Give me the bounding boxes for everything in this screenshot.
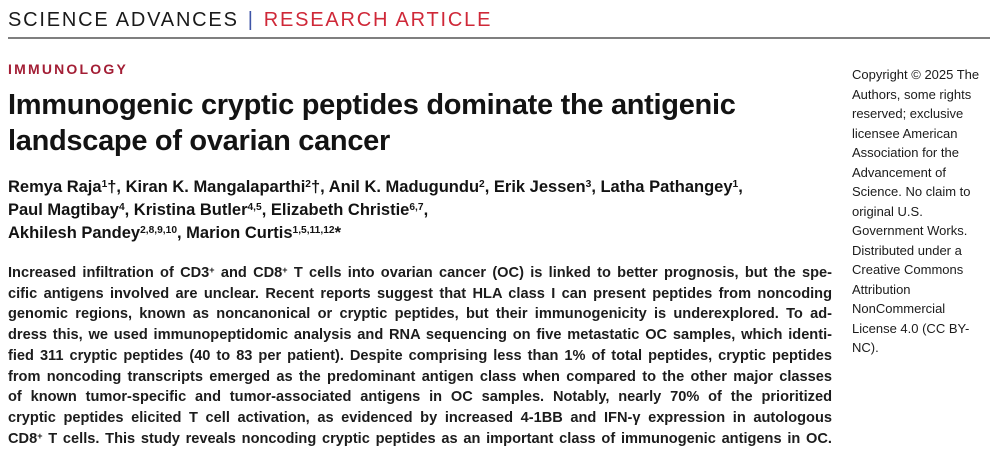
author-line: Akhilesh Pandey$^{2,8,9,10}$, Marion Curtis$^{1,5,11,12}$*: [8, 224, 341, 242]
main-column: [8, 61, 832, 449]
abstract-line: dress this, we used immunopeptidomic analysis and RNA sequencing on five metastatic OC samples, which identi-: [8, 327, 832, 344]
section-label: IMMUNOLOGY: [8, 61, 128, 77]
abstract-line: fied 311 cryptic peptides (40 to 83 per patient). Despite comprising less than 1% of total peptides, cryptic peptides: [8, 347, 832, 364]
article-type-label: RESEARCH ARTICLE: [263, 9, 493, 31]
copyright-notice: Copyright © 2025 The Authors, some rights reserved; exclusive licensee American Association for the Advancement of Science. No claim to original U.S. Government Works. Distributed under a Creative Commons Attribution NonCommercial License 4.0 (CC BY-NC).: [852, 67, 980, 355]
masthead-text: [8, 8, 990, 32]
author-line: Paul Magtibay$^4$, Kristina Butler$^{4,5}$, Elizabeth Christie$^{6,7}$,: [8, 201, 429, 219]
author-list: [8, 176, 832, 245]
abstract-line: of known tumor-specific and tumor-associated antigens in OC samples. Notably, nearly 70% of the prioritized: [8, 389, 832, 406]
abstract-line: from noncoding transcripts emerged as the predominant antigen class when compared to the other major classes: [8, 368, 832, 385]
abstract-line: CD8+ T cells. This study reveals noncoding cryptic peptides as an important class of immunogenic antigens in OC.: [8, 430, 832, 447]
masthead-separator-bar: |: [247, 9, 255, 31]
abstract-line: cific antigens involved are unclear. Recent reports suggest that HLA class I can present peptides from noncoding: [8, 285, 832, 302]
content-area: [8, 61, 990, 449]
abstract-line: cryptic peptides elicited T cell activation, as evidenced by increased 4-1BB and IFN-γ expression in autologous: [8, 409, 832, 426]
masthead-rule: [8, 37, 990, 39]
abstract-line: Increased infiltration of CD3+ and CD8+ T cells into ovarian cancer (OC) is linked to better prognosis, but the spe-: [8, 264, 832, 281]
abstract-line: genomic regions, known as noncanonical or cryptic peptides, but their immunogenicity is underexplored. To ad-: [8, 306, 832, 323]
article-page: [8, 8, 990, 449]
author-line: Remya Raja$^1$†, Kiran K. Mangalaparthi$^2$†, Anil K. Madugundu$^2$, Erik Jessen$^3$, Latha Pathangey$^1$,: [8, 178, 743, 196]
masthead: [8, 8, 990, 39]
article-title: [8, 87, 832, 159]
abstract: [8, 263, 832, 449]
journal-name: SCIENCE ADVANCES: [8, 9, 239, 31]
title-line: landscape of ovarian cancer: [8, 125, 390, 157]
title-line: Immunogenic cryptic peptides dominate the antigenic: [8, 89, 736, 121]
